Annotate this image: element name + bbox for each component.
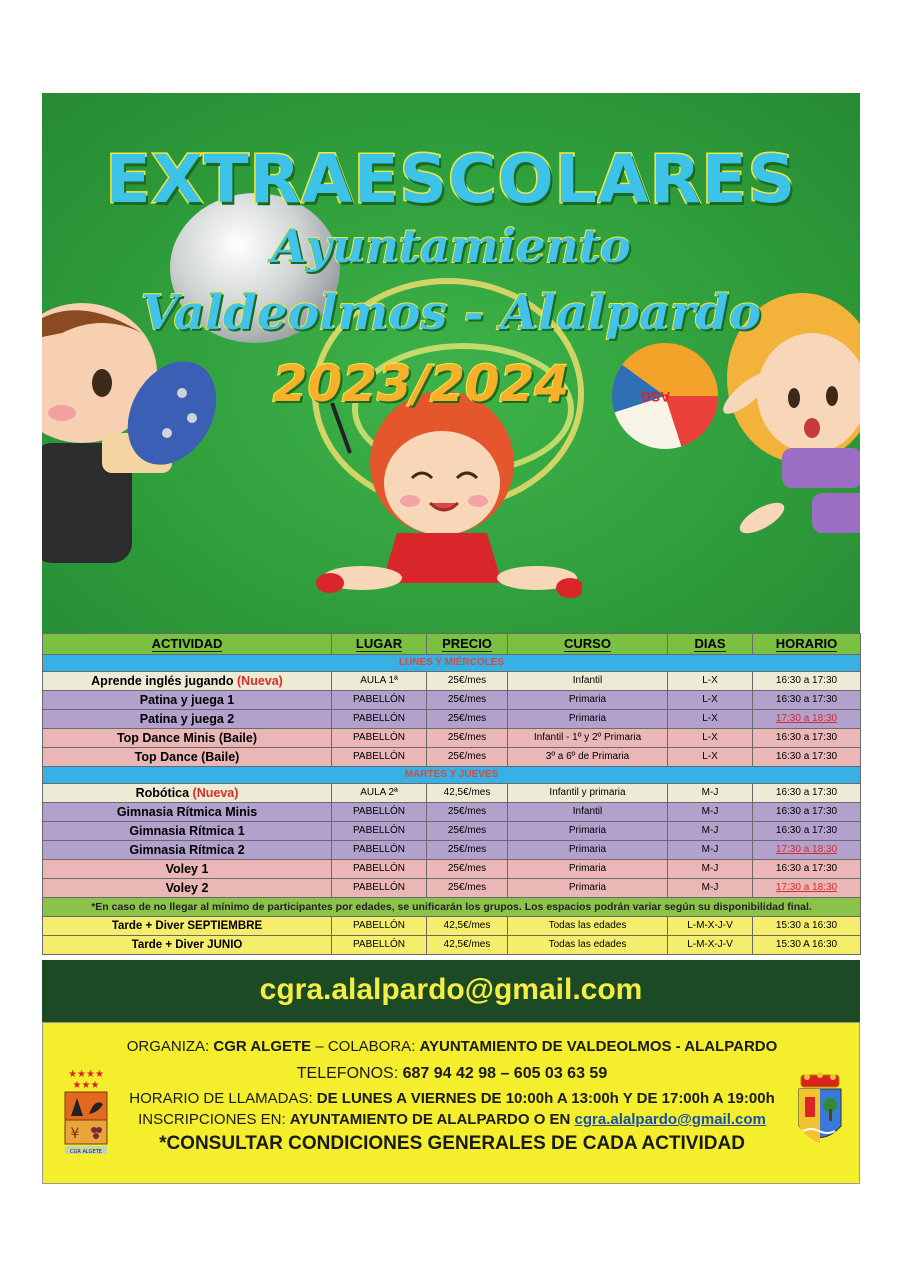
cell-precio: 25€/mes — [427, 879, 508, 898]
cell-actividad: Voley 1 — [43, 860, 332, 879]
consultar-condiciones: *CONSULTAR CONDICIONES GENERALES DE CADA ACTIVIDAD — [159, 1133, 745, 1154]
cell-actividad: Patina y juega 2 — [43, 710, 332, 729]
table-row — [43, 672, 861, 691]
table-row — [43, 860, 861, 879]
cell-horario: 16:30 a 17:30 — [753, 729, 861, 748]
cell-lugar: PABELLÓN — [332, 936, 427, 955]
cell-curso: Infantil - 1º y 2º Primaria — [508, 729, 668, 748]
cell-lugar: PABELLÓN — [332, 879, 427, 898]
volleyball-label: ASG — [640, 389, 671, 405]
cell-lugar: PABELLÓN — [332, 860, 427, 879]
svg-text:¥: ¥ — [70, 1126, 80, 1142]
cell-horario: 15:30 a 16:30 — [753, 917, 861, 936]
cell-actividad: Robótica (Nueva) — [43, 784, 332, 803]
cell-actividad: Tarde + Diver JUNIO — [43, 936, 332, 955]
cell-curso: Primaria — [508, 860, 668, 879]
cell-precio: 25€/mes — [427, 860, 508, 879]
cell-dias: L-X — [668, 748, 753, 767]
cell-dias: M-J — [668, 803, 753, 822]
cell-curso: Primaria — [508, 879, 668, 898]
svg-text:★★★: ★★★ — [72, 1080, 100, 1091]
table-row — [43, 803, 861, 822]
cell-lugar: PABELLÓN — [332, 729, 427, 748]
header-precio: PRECIO — [427, 634, 508, 655]
email-banner-text[interactable]: cgra.alalpardo@gmail.com — [259, 973, 643, 1006]
cell-lugar: AULA 1ª — [332, 672, 427, 691]
table-row — [43, 691, 861, 710]
svg-text:★★★★: ★★★★ — [68, 1069, 104, 1080]
table-row — [43, 917, 861, 936]
cell-actividad: Gimnasia Rítmica 1 — [43, 822, 332, 841]
poster — [42, 93, 860, 1184]
cell-curso: Todas las edades — [508, 917, 668, 936]
cell-precio: 25€/mes — [427, 803, 508, 822]
cell-dias: L-X — [668, 672, 753, 691]
svg-text:CGR ALGETE: CGR ALGETE — [70, 1149, 102, 1155]
cell-precio: 25€/mes — [427, 841, 508, 860]
cell-horario: 16:30 a 17:30 — [753, 691, 861, 710]
poster-title: EXTRAESCOLARES — [105, 141, 797, 218]
cell-precio: 42,5€/mes — [427, 784, 508, 803]
cell-curso: Infantil y primaria — [508, 784, 668, 803]
cell-curso: Primaria — [508, 841, 668, 860]
girl-gymnast-illustration — [302, 383, 582, 623]
cell-precio: 42,5€/mes — [427, 936, 508, 955]
cell-horario: 17:30 a 18:30 — [753, 841, 861, 860]
table-row — [43, 729, 861, 748]
cell-lugar: PABELLÓN — [332, 748, 427, 767]
cell-lugar: PABELLÓN — [332, 803, 427, 822]
cell-dias: M-J — [668, 860, 753, 879]
table-row — [43, 936, 861, 955]
cell-lugar: PABELLÓN — [332, 710, 427, 729]
cell-actividad: Patina y juega 1 — [43, 691, 332, 710]
section-row — [43, 767, 861, 784]
table-header-row — [43, 634, 861, 655]
cell-curso: Primaria — [508, 691, 668, 710]
cell-precio: 25€/mes — [427, 691, 508, 710]
cell-lugar: PABELLÓN — [332, 822, 427, 841]
cell-dias: L-M-X-J-V — [668, 917, 753, 936]
inscripciones-line: INSCRIPCIONES EN: AYUNTAMIENTO DE ALALPARDO O EN cgra.alalpardo@gmail.com — [138, 1111, 766, 1128]
cell-dias: L-X — [668, 710, 753, 729]
table-row — [43, 822, 861, 841]
cell-curso: Infantil — [508, 803, 668, 822]
cell-dias: M-J — [668, 879, 753, 898]
header-lugar: LUGAR — [332, 634, 427, 655]
cell-lugar: PABELLÓN — [332, 841, 427, 860]
cell-curso: Primaria — [508, 710, 668, 729]
cell-horario: 15:30 A 16:30 — [753, 936, 861, 955]
cell-dias: L-X — [668, 729, 753, 748]
poster-subtitle-town: Valdeolmos - Alalpardo — [140, 285, 762, 341]
cell-horario: 17:30 a 18:30 — [753, 879, 861, 898]
poster-year: 2023/2024 — [272, 355, 570, 413]
email-banner — [42, 960, 860, 1022]
cell-horario: 17:30 a 18:30 — [753, 710, 861, 729]
footer-info — [42, 1022, 860, 1184]
activities-table — [42, 633, 860, 955]
cell-dias: L-M-X-J-V — [668, 936, 753, 955]
horario-llamadas-line: HORARIO DE LLAMADAS: DE LUNES A VIERNES DE 10:00h A 13:00h Y DE 17:00h A 19:00h — [129, 1090, 775, 1107]
poster-subtitle-ayuntamiento: Ayuntamiento — [271, 219, 631, 273]
table-row — [43, 748, 861, 767]
table-row — [43, 879, 861, 898]
header-curso: CURSO — [508, 634, 668, 655]
new-tag: (Nueva) — [237, 674, 283, 688]
cell-actividad: Voley 2 — [43, 879, 332, 898]
new-tag: (Nueva) — [192, 786, 239, 800]
cell-lugar: PABELLÓN — [332, 691, 427, 710]
section-row — [43, 655, 861, 672]
cell-actividad: Tarde + Diver SEPTIEMBRE — [43, 917, 332, 936]
cell-horario: 16:30 a 17:30 — [753, 822, 861, 841]
cell-precio: 25€/mes — [427, 672, 508, 691]
cell-curso: Primaria — [508, 822, 668, 841]
cell-horario: 16:30 a 17:30 — [753, 748, 861, 767]
organiza-line: ORGANIZA: CGR ALGETE – COLABORA: AYUNTAMIENTO DE VALDEOLMOS - ALALPARDO — [126, 1038, 778, 1055]
cell-actividad: Gimnasia Rítmica 2 — [43, 841, 332, 860]
cell-horario: 16:30 a 17:30 — [753, 672, 861, 691]
cell-precio: 25€/mes — [427, 729, 508, 748]
cell-precio: 25€/mes — [427, 710, 508, 729]
cell-actividad: Top Dance (Baile) — [43, 748, 332, 767]
section-lunes-miercoles: LUNES Y MIÉRCOLES — [43, 655, 861, 672]
cell-dias: L-X — [668, 691, 753, 710]
banner-illustration — [42, 93, 860, 633]
cell-dias: M-J — [668, 822, 753, 841]
cell-lugar: PABELLÓN — [332, 917, 427, 936]
table-note-row — [43, 898, 861, 917]
cell-precio: 42,5€/mes — [427, 917, 508, 936]
cell-curso: Todas las edades — [508, 936, 668, 955]
cell-curso: 3º a 6º de Primaria — [508, 748, 668, 767]
cell-actividad: Gimnasia Rítmica Minis — [43, 803, 332, 822]
cell-actividad: Top Dance Minis (Baile) — [43, 729, 332, 748]
cell-dias: M-J — [668, 841, 753, 860]
table-row — [43, 841, 861, 860]
header-horario: HORARIO — [753, 634, 861, 655]
header-actividad: ACTIVIDAD — [43, 634, 332, 655]
cell-lugar: AULA 2ª — [332, 784, 427, 803]
cell-precio: 25€/mes — [427, 748, 508, 767]
table-row — [43, 784, 861, 803]
table-row — [43, 710, 861, 729]
cell-horario: 16:30 a 17:30 — [753, 803, 861, 822]
cell-precio: 25€/mes — [427, 822, 508, 841]
inscripciones-email-link[interactable]: cgra.alalpardo@gmail.com — [574, 1111, 766, 1128]
groups-note: *En caso de no llegar al mínimo de participantes por edades, se unificarán los grupos. Los espacios podrán variar según su disponibilidad final. — [43, 898, 861, 917]
cell-horario: 16:30 a 17:30 — [753, 784, 861, 803]
cell-actividad: Aprende inglés jugando (Nueva) — [43, 672, 332, 691]
cell-dias: M-J — [668, 784, 753, 803]
section-martes-jueves: MARTES Y JUEVES — [43, 767, 861, 784]
header-dias: DIAS — [668, 634, 753, 655]
cell-horario: 16:30 a 17:30 — [753, 860, 861, 879]
telefonos-line: TELEFONOS: 687 94 42 98 – 605 03 63 59 — [296, 1065, 608, 1082]
cell-curso: Infantil — [508, 672, 668, 691]
